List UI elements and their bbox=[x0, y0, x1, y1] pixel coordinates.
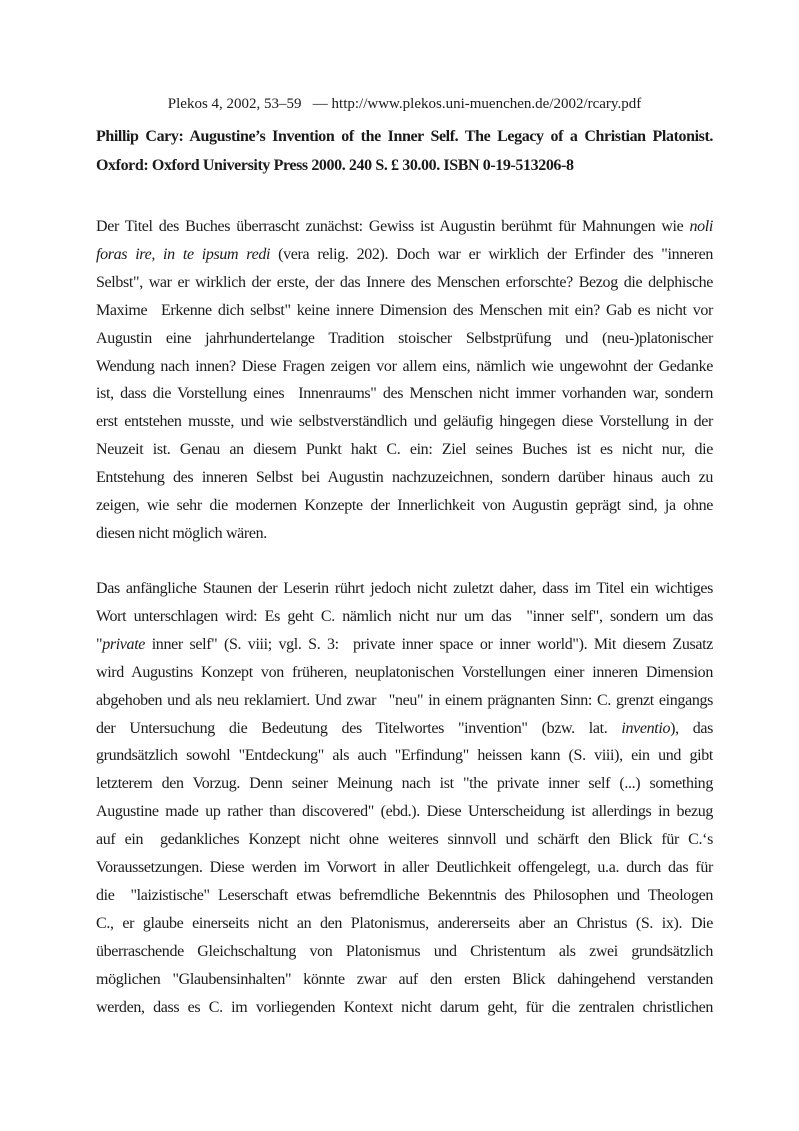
text-line: Entstehung des inneren Selbst bei Augustin nachzuzeichnen, sondern darüber hinaus auch zu bbox=[96, 469, 713, 487]
text-line: wird Augustins Konzept von früheren, neuplatonischen Vorstellungen einer inneren Dimension bbox=[96, 663, 713, 681]
text-line: "private inner self" (S. viii; vgl. S. 3: private inner space or inner world"). Mit diesem Zusatz bbox=[96, 635, 713, 653]
text-line: Wendung nach innen? Diese Fragen zeigen vor allem eins, nämlich wie ungewohnt der Gedanke bbox=[96, 357, 713, 375]
book-title-heading bbox=[96, 122, 713, 180]
paragraph-analysis bbox=[96, 575, 713, 1022]
text-line: Wort unterschlagen wird: Es geht C. nämlich nicht nur um das "inner self", sondern um das bbox=[96, 607, 713, 625]
text-line: foras ire, in te ipsum redi (vera relig. 202). Doch war er wirklich der Erfinder des "inneren bbox=[96, 245, 713, 263]
text-line: Voraussetzungen. Diese werden im Vorwort in aller Deutlichkeit offengelegt, u.a. durch das für bbox=[96, 859, 713, 877]
text-line: letzterem den Vorzug. Denn seiner Meinung nach ist "the private inner self (...) something bbox=[96, 775, 713, 793]
text-line: erst entstehen musste, und wie selbstverständlich und geläufig hingegen diese Vorstellung in der bbox=[96, 413, 713, 431]
text-line: Das anfängliche Staunen der Leserin rührt jedoch nicht zuletzt daher, dass im Titel ein wichtiges bbox=[96, 580, 713, 597]
text-line: der Untersuchung die Bedeutung des Titelwortes "invention" (bzw. lat. inventio), das bbox=[96, 719, 714, 737]
text-line: Maxime Erkenne dich selbst" keine innere Dimension des Menschen mit ein? Gab es nicht vor bbox=[96, 301, 713, 319]
text-line: abgehoben und als neu reklamiert. Und zwar "neu" in einem prägnanten Sinn: C. grenzt eingangs bbox=[96, 691, 713, 709]
text-line: überraschende Gleichschaltung von Platonismus und Christentum als zwei grundsätzlich bbox=[96, 942, 713, 960]
text-line: werden, dass es C. im vorliegenden Kontext nicht darum geht, für die zentralen christlichen bbox=[96, 998, 713, 1016]
text-line: diesen nicht möglich wären. bbox=[96, 524, 267, 542]
text-line: zeigen, wie sehr die modernen Konzepte der Innerlichkeit von Augustin geprägt sind, ja ohne bbox=[96, 497, 713, 515]
paragraph-intro bbox=[96, 213, 713, 548]
text-line: Augustine made up rather than discovered" (ebd.). Diese Unterscheidung ist allerdings in bezug bbox=[96, 803, 713, 821]
text-line: C., er glaube einerseits nicht an den Platonismus, andererseits aber an Christus (S. ix). Die bbox=[96, 914, 713, 932]
title-line: Phillip Cary: Augustine’s Invention of the Inner Self. The Legacy of a Christian Platonist. bbox=[96, 128, 713, 145]
text-line: auf ein gedankliches Konzept nicht ohne weiteres sinnvoll und schärft den Blick für C.‘s bbox=[96, 831, 713, 849]
title-line: Oxford: Oxford University Press 2000. 240 S. £ 30.00. ISBN 0-19-513206-8 bbox=[96, 157, 574, 174]
text-line: Augustin eine jahrhundertelange Tradition stoischer Selbstprüfung und (neu-)platonischer bbox=[96, 329, 713, 347]
text-line: Selbst", war er wirklich der erste, der das Innere des Menschen erforschte? Bezog die delphische bbox=[96, 273, 713, 291]
text-line: Der Titel des Buches überrascht zunächst: Gewiss ist Augustin berühmt für Mahnungen wie noli bbox=[96, 218, 713, 235]
text-line: grundsätzlich sowohl "Entdeckung" als auch "Erfindung" heissen kann (S. viii), ein und gibt bbox=[96, 747, 713, 765]
text-line: Neuzeit ist. Genau an diesem Punkt hakt C. ein: Ziel seines Buches ist es nicht nur, die bbox=[96, 441, 713, 459]
text-line: möglichen "Glaubensinhalten" könnte zwar auf den ersten Blick dahingehend verstanden bbox=[96, 970, 713, 988]
text-line: die "laizistische" Leserschaft etwas befremdliche Bekenntnis des Philosophen und Theologen bbox=[96, 886, 713, 904]
running-header: Plekos 4, 2002, 53–59 — http://www.plekos.uni-muenchen.de/2002/rcary.pdf bbox=[167, 96, 642, 112]
text-line: ist, dass die Vorstellung eines Innenraums" des Menschen nicht immer vorhanden war, sondern bbox=[96, 385, 713, 403]
